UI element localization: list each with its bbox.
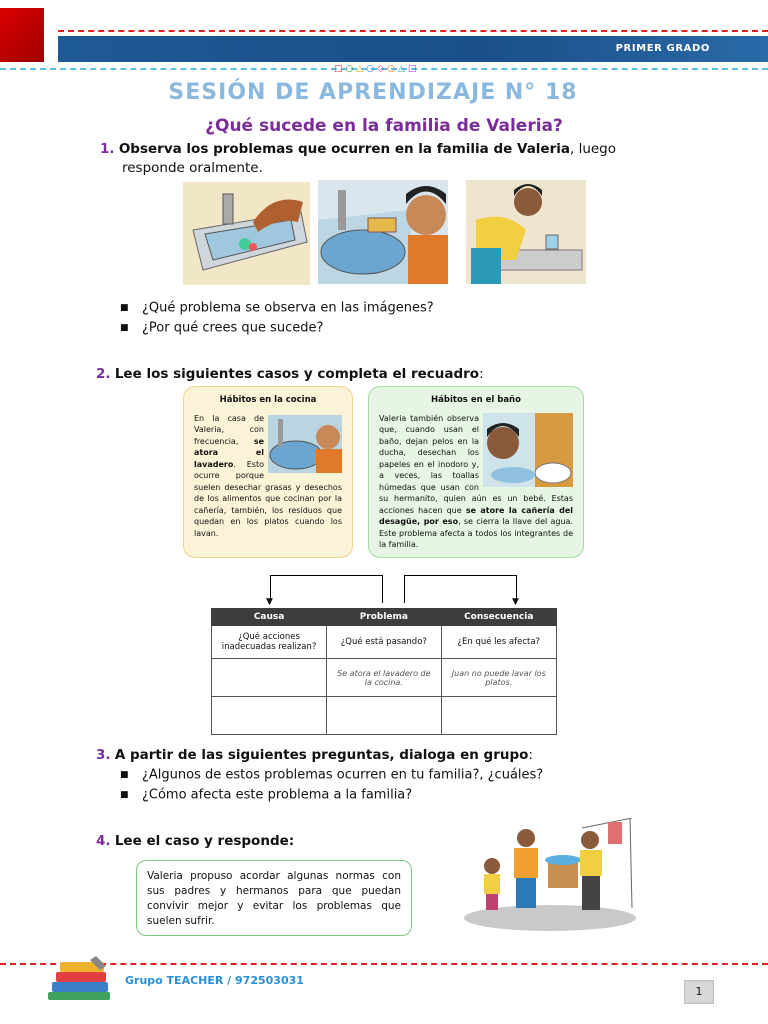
image-family-cleaning	[462, 818, 638, 932]
section1-bullet-1: ■ ¿Qué problema se observa en las imágenes?	[120, 300, 434, 316]
image-sink-boy	[318, 180, 448, 284]
shapes-decoration: □ ○ △ ○ ◇ ○ △ □	[334, 64, 417, 74]
books-logo-icon	[46, 952, 118, 1002]
cell-problema-2[interactable]	[327, 697, 441, 735]
case-bath-text-end: , se cierra la llave del agua. Este problema afecta a todos los integrantes de la familia.	[379, 517, 573, 549]
arrow-line-center-left	[382, 575, 383, 603]
arrow-line-center-right	[404, 575, 405, 603]
question-causa: ¿Qué acciones inadecuadas realizan?	[212, 626, 327, 659]
cause-problem-table	[211, 608, 557, 735]
section2-number: 2.	[96, 366, 111, 382]
cell-problema-1: Se atora el lavadero de la cocina.	[327, 659, 441, 697]
case-bath-text-2: quien aún es un bebé. Estas acciones hacen que	[379, 494, 573, 515]
bullet-text: ¿Cómo afecta este problema a la familia?	[142, 787, 413, 803]
case-kitchen-text-end: . Esto ocurre porque	[194, 459, 264, 480]
grade-label: PRIMER GRADO	[615, 43, 710, 54]
image-boy-drinking	[466, 180, 586, 284]
image-kitchen-case	[268, 415, 342, 473]
arrow-line-right	[404, 575, 517, 576]
section3-bullet-1: ■ ¿Algunos de estos problemas ocurren en tu familia?, ¿cuáles?	[120, 767, 544, 783]
section2-bold: Lee los siguientes casos y completa el recuadro	[114, 366, 480, 382]
lesson-subtitle: ¿Qué sucede en la familia de Valeria?	[205, 116, 563, 136]
section2-instruction	[96, 365, 696, 384]
cell-consecuencia-1: Juan no puede lavar los platos.	[441, 659, 556, 697]
header-consecuencia: Consecuencia	[441, 609, 556, 626]
section4-instruction	[96, 832, 496, 851]
header-causa: Causa	[212, 609, 327, 626]
section4-number: 4.	[96, 833, 111, 849]
cell-consecuencia-2[interactable]	[441, 697, 556, 735]
session-title: SESIÓN DE APRENDIZAJE N° 18	[168, 80, 578, 105]
bullet-text: ¿Qué problema se observa en las imágenes?	[142, 300, 434, 316]
section4-bold: Lee el caso y responde:	[114, 833, 295, 849]
arrow-head-left: ▼	[266, 597, 273, 607]
section1-bold: Observa los problemas que ocurren en la familia de Valeria	[118, 141, 570, 157]
section1-number: 1.	[100, 141, 115, 157]
header-red-dash	[58, 30, 768, 32]
section2-rest: :	[479, 366, 484, 382]
section1-instruction	[100, 140, 680, 178]
arrow-head-right: ▼	[512, 597, 519, 607]
section1-rest: , luego	[569, 141, 617, 157]
section3-instruction	[96, 746, 696, 765]
case-bath-box	[368, 386, 584, 558]
case-bath-text-1: Valeria también observa que, cuando usan el baño, dejan pelos en la ducha, desechan los papeles en el inodoro y, a veces, las toallas húmedas que usan con su hermanito,	[379, 413, 479, 503]
case-kitchen-text-2: suelen desechar grasas y desechos de los alimentos que cocinan por la cañería, también, los residuos que quedan en los platos cuando los lavan.	[194, 482, 342, 538]
case-bath-title: Hábitos en el baño	[431, 395, 521, 405]
reading-box: Valeria propuso acordar algunas normas con sus padres y hermanos para que puedan convivir mejor y evitar los problemas que suelen sufrir.	[136, 860, 412, 936]
image-bath-case	[483, 413, 573, 487]
section3-bold: A partir de las siguientes preguntas, dialoga en grupo	[114, 747, 529, 763]
case-kitchen-bold: se atora el lavadero	[194, 436, 264, 469]
cell-causa-1[interactable]	[212, 659, 327, 697]
bullet-text: ¿Algunos de estos problemas ocurren en tu familia?, ¿cuáles?	[142, 767, 544, 783]
case-kitchen-title: Hábitos en la cocina	[219, 395, 317, 405]
case-kitchen-text-1: En la casa de Valeria, con frecuencia,	[194, 413, 264, 446]
section1-bullet-2: ■ ¿Por qué crees que sucede?	[120, 320, 324, 336]
bullet-text: ¿Por qué crees que sucede?	[142, 320, 324, 336]
section3-rest: :	[528, 747, 533, 763]
section3-number: 3.	[96, 747, 111, 763]
section3-bullet-2: ■ ¿Cómo afecta este problema a la familia?	[120, 787, 413, 803]
cell-causa-2[interactable]	[212, 697, 327, 735]
section1-line2: responde oralmente.	[122, 160, 263, 176]
header-problema: Problema	[327, 609, 441, 626]
image-kitchen-sink	[183, 182, 310, 285]
red-corner-decoration	[0, 8, 44, 62]
arrow-line-left	[270, 575, 383, 576]
question-consecuencia: ¿En qué les afecta?	[441, 626, 556, 659]
page-number: 1	[684, 980, 714, 1004]
question-problema: ¿Qué está pasando?	[327, 626, 441, 659]
case-bath-bold: se atore la cañería del desagüe, por eso	[379, 505, 573, 526]
case-kitchen-box	[183, 386, 353, 558]
footer-group: Grupo TEACHER / 972503031	[125, 974, 304, 987]
